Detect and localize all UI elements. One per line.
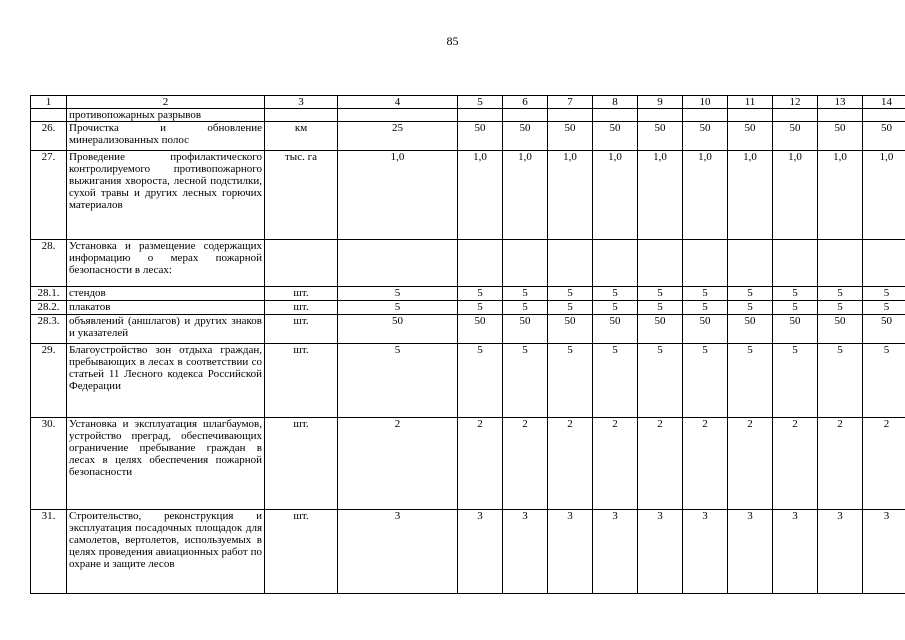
volume-value — [863, 240, 905, 287]
volume-value — [593, 240, 638, 287]
measure-description: объявлений (аншлагов) и других знаков и указателей — [67, 315, 265, 344]
volume-value: 5 — [638, 301, 683, 315]
volume-value: 25 — [338, 122, 458, 151]
column-number-header: 13 — [818, 96, 863, 109]
volume-value: 5 — [548, 287, 593, 301]
volume-value: 2 — [728, 418, 773, 510]
volume-value: 5 — [338, 287, 458, 301]
volume-value: 3 — [338, 510, 458, 594]
volume-value — [458, 240, 503, 287]
table-row — [31, 151, 905, 240]
volume-value: 50 — [548, 122, 593, 151]
volume-value: 3 — [458, 510, 503, 594]
volume-value — [728, 109, 773, 122]
volume-value: 50 — [818, 315, 863, 344]
volume-value: 3 — [683, 510, 728, 594]
volume-value: 5 — [503, 344, 548, 418]
unit-of-measure: шт. — [265, 287, 338, 301]
volume-value — [338, 109, 458, 122]
volume-value: 5 — [728, 301, 773, 315]
row-number — [31, 109, 67, 122]
volume-value: 5 — [773, 301, 818, 315]
volume-value: 2 — [548, 418, 593, 510]
page-number: 85 — [446, 34, 459, 48]
volume-value: 5 — [773, 287, 818, 301]
volume-value: 50 — [338, 315, 458, 344]
volume-value: 5 — [503, 287, 548, 301]
table-row — [31, 315, 905, 344]
unit-of-measure: шт. — [265, 510, 338, 594]
volume-value: 50 — [863, 122, 905, 151]
volume-value: 1,0 — [503, 151, 548, 240]
column-number-header: 4 — [338, 96, 458, 109]
volume-value: 5 — [818, 301, 863, 315]
measure-description: стендов — [67, 287, 265, 301]
table-row — [31, 122, 905, 151]
volume-value: 5 — [728, 287, 773, 301]
volume-value: 3 — [773, 510, 818, 594]
volume-value: 3 — [503, 510, 548, 594]
volume-value: 1,0 — [338, 151, 458, 240]
volume-value — [593, 109, 638, 122]
volume-value: 1,0 — [593, 151, 638, 240]
measure-description: Прочистка и обновление минерализованных полос — [67, 122, 265, 151]
column-number-header: 7 — [548, 96, 593, 109]
volume-value: 5 — [338, 344, 458, 418]
column-number-header: 3 — [265, 96, 338, 109]
row-number: 30. — [31, 418, 67, 510]
row-number: 28.3. — [31, 315, 67, 344]
volume-value: 1,0 — [863, 151, 905, 240]
unit-of-measure: шт. — [265, 315, 338, 344]
table-row — [31, 109, 905, 122]
volume-value — [818, 240, 863, 287]
volume-value — [503, 240, 548, 287]
measure-description: Благоустройство зон отдыха граждан, пребывающих в лесах в соответствии со статьей 11 Лесного кодекса Российской Федерации — [67, 344, 265, 418]
volume-value: 50 — [593, 315, 638, 344]
table-row — [31, 287, 905, 301]
volume-value: 5 — [338, 301, 458, 315]
volume-value — [728, 240, 773, 287]
table-row — [31, 301, 905, 315]
volume-value: 2 — [773, 418, 818, 510]
volume-value: 50 — [503, 122, 548, 151]
volume-value: 5 — [593, 301, 638, 315]
column-number-header: 11 — [728, 96, 773, 109]
volume-value — [638, 109, 683, 122]
measure-description: противопожарных разрывов — [67, 109, 265, 122]
volume-value: 5 — [818, 344, 863, 418]
volume-value: 5 — [593, 287, 638, 301]
volume-value: 5 — [863, 287, 905, 301]
volume-value: 50 — [458, 315, 503, 344]
volume-value: 2 — [593, 418, 638, 510]
volume-value: 5 — [503, 301, 548, 315]
volume-value: 5 — [683, 344, 728, 418]
volume-value: 5 — [638, 287, 683, 301]
volume-value: 50 — [503, 315, 548, 344]
volume-value: 50 — [458, 122, 503, 151]
column-number-header: 2 — [67, 96, 265, 109]
row-number: 31. — [31, 510, 67, 594]
volume-value: 2 — [338, 418, 458, 510]
table-row — [31, 418, 905, 510]
volume-value: 3 — [548, 510, 593, 594]
volume-value — [773, 109, 818, 122]
volume-value — [773, 240, 818, 287]
volume-value: 5 — [458, 301, 503, 315]
volume-value: 50 — [683, 122, 728, 151]
volume-value: 50 — [773, 315, 818, 344]
unit-of-measure — [265, 109, 338, 122]
unit-of-measure — [265, 240, 338, 287]
volume-value: 3 — [638, 510, 683, 594]
row-number: 28.2. — [31, 301, 67, 315]
volume-value: 5 — [683, 287, 728, 301]
column-number-header: 5 — [458, 96, 503, 109]
volume-value — [458, 109, 503, 122]
row-number: 28.1. — [31, 287, 67, 301]
volume-value — [683, 240, 728, 287]
volume-value: 1,0 — [818, 151, 863, 240]
volume-value: 5 — [773, 344, 818, 418]
measure-description: плакатов — [67, 301, 265, 315]
volume-value: 2 — [638, 418, 683, 510]
volume-value: 5 — [818, 287, 863, 301]
unit-of-measure: км — [265, 122, 338, 151]
measure-description: Строительство, реконструкция и эксплуатация посадочных площадок для самолетов, вертолетов, используемых в целях проведения авиационных работ по охране и защите лесов — [67, 510, 265, 594]
volume-value: 2 — [458, 418, 503, 510]
volume-value: 3 — [818, 510, 863, 594]
column-number-header: 10 — [683, 96, 728, 109]
volume-value: 50 — [773, 122, 818, 151]
volume-value — [548, 109, 593, 122]
volume-value: 1,0 — [638, 151, 683, 240]
column-number-header: 1 — [31, 96, 67, 109]
row-number: 28. — [31, 240, 67, 287]
volume-value — [818, 109, 863, 122]
row-number: 27. — [31, 151, 67, 240]
volume-value: 50 — [638, 122, 683, 151]
volume-value — [338, 240, 458, 287]
volume-value: 5 — [458, 344, 503, 418]
volume-value: 5 — [548, 301, 593, 315]
table-row — [31, 510, 905, 594]
row-number: 29. — [31, 344, 67, 418]
volume-value: 1,0 — [728, 151, 773, 240]
row-number: 26. — [31, 122, 67, 151]
volume-value: 3 — [593, 510, 638, 594]
volume-value: 50 — [728, 315, 773, 344]
volume-value — [863, 109, 905, 122]
measure-description: Установка и размещение содержащих информацию о мерах пожарной безопасности в лесах: — [67, 240, 265, 287]
table-header-row — [31, 96, 905, 109]
volume-value: 5 — [593, 344, 638, 418]
volume-value: 2 — [863, 418, 905, 510]
volume-value: 5 — [863, 301, 905, 315]
volume-value: 1,0 — [548, 151, 593, 240]
measure-description: Проведение профилактического контролируемого противопожарного выжигания хвороста, лесной подстилки, сухой травы и других лесных горючих материалов — [67, 151, 265, 240]
volume-value: 50 — [728, 122, 773, 151]
volume-value: 5 — [548, 344, 593, 418]
volume-value: 50 — [863, 315, 905, 344]
column-number-header: 8 — [593, 96, 638, 109]
volume-value: 2 — [818, 418, 863, 510]
column-number-header: 12 — [773, 96, 818, 109]
table-row — [31, 344, 905, 418]
column-number-header: 6 — [503, 96, 548, 109]
volume-value: 5 — [728, 344, 773, 418]
volume-value: 5 — [863, 344, 905, 418]
column-number-header: 9 — [638, 96, 683, 109]
volume-value: 1,0 — [458, 151, 503, 240]
volume-value: 2 — [683, 418, 728, 510]
column-number-header: 14 — [863, 96, 905, 109]
volume-value — [638, 240, 683, 287]
table-row — [31, 240, 905, 287]
volume-value: 5 — [683, 301, 728, 315]
volume-value: 3 — [728, 510, 773, 594]
unit-of-measure: шт. — [265, 344, 338, 418]
volume-value: 1,0 — [773, 151, 818, 240]
volume-value: 50 — [548, 315, 593, 344]
fire-safety-measures-table — [30, 95, 905, 594]
unit-of-measure: тыс. га — [265, 151, 338, 240]
volume-value: 2 — [503, 418, 548, 510]
measure-description: Установка и эксплуатация шлагбаумов, устройство преград, обеспечивающих ограничение пребывание граждан в лесах в целях обеспечения пожарной безопасности — [67, 418, 265, 510]
volume-value: 5 — [638, 344, 683, 418]
volume-value: 50 — [683, 315, 728, 344]
unit-of-measure: шт. — [265, 301, 338, 315]
volume-value — [548, 240, 593, 287]
volume-value: 3 — [863, 510, 905, 594]
unit-of-measure: шт. — [265, 418, 338, 510]
volume-value: 50 — [638, 315, 683, 344]
volume-value — [683, 109, 728, 122]
volume-value: 50 — [593, 122, 638, 151]
volume-value: 5 — [458, 287, 503, 301]
volume-value: 50 — [818, 122, 863, 151]
volume-value: 1,0 — [683, 151, 728, 240]
volume-value — [503, 109, 548, 122]
